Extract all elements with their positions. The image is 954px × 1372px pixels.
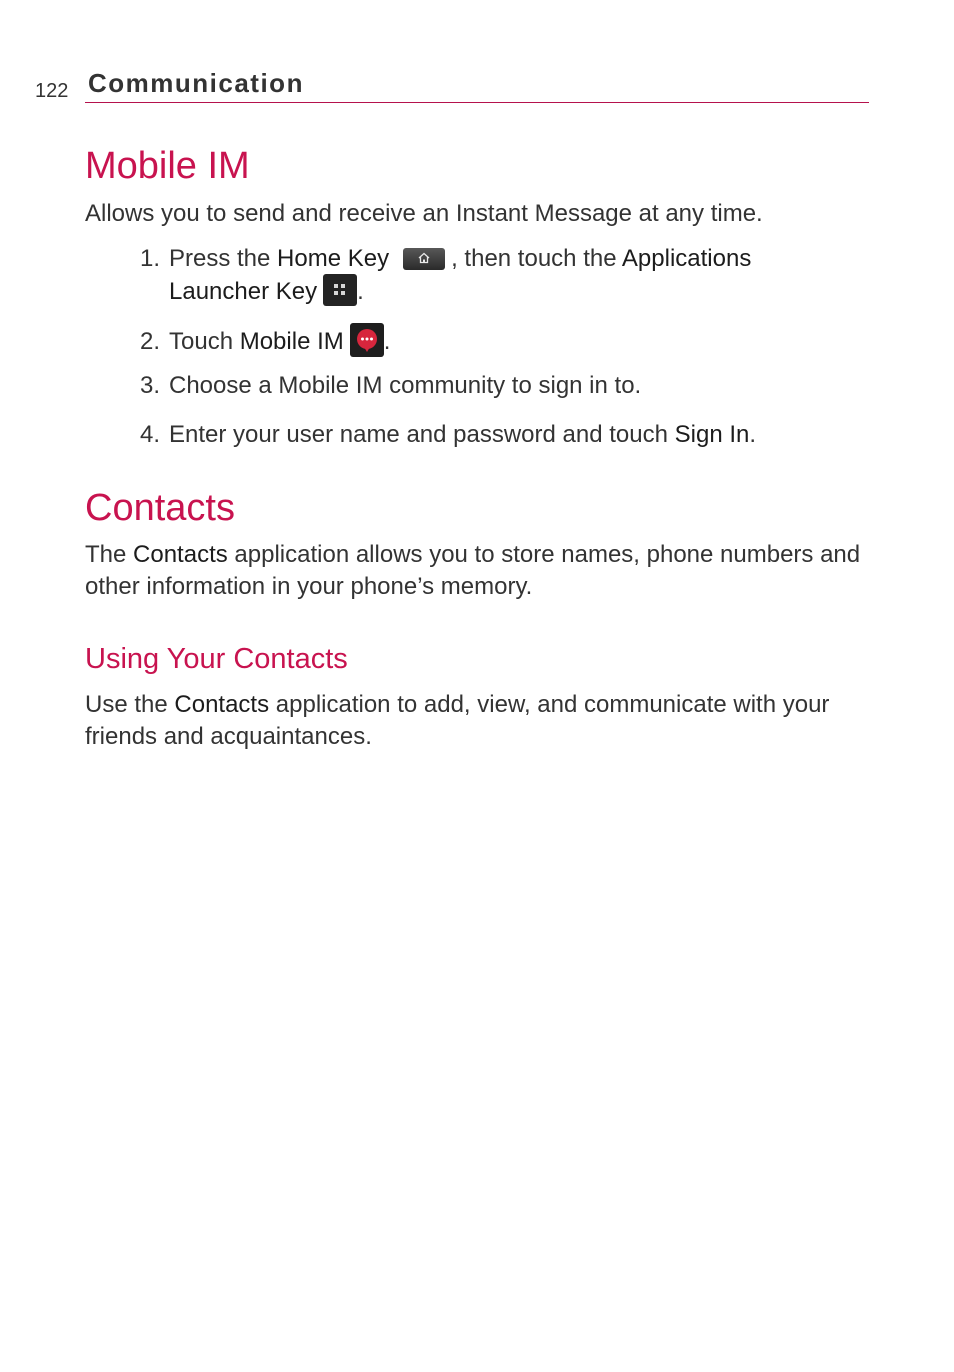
contacts-intro: [85, 539, 865, 603]
step-keyword: Applications: [621, 245, 752, 272]
step-number: 2.: [140, 328, 161, 355]
step-text: , then touch the: [451, 245, 622, 272]
step-text: .: [357, 278, 364, 305]
step-4: [140, 420, 840, 450]
step-2: [140, 323, 840, 357]
paragraph-text: application to add, view, and communicate with your friends and acquaintances.: [85, 691, 830, 750]
paragraph-text: The: [85, 541, 134, 568]
step-number: 4.: [140, 421, 161, 448]
header-rule: [85, 102, 869, 103]
step-text: Touch: [169, 328, 240, 355]
using-contacts-text: [85, 689, 865, 753]
home-key-icon: [403, 248, 445, 270]
paragraph-text: application allows you to store names, phone numbers and other information in your phone’s memory.: [85, 541, 861, 600]
applications-launcher-icon: [323, 274, 357, 306]
step-text: Press the: [169, 245, 278, 272]
step-text: .: [383, 328, 391, 355]
step-1: [140, 244, 840, 307]
paragraph-keyword: Contacts: [174, 691, 270, 718]
using-contacts-heading: Using Your Contacts: [85, 643, 348, 675]
step-text: Enter your user name and password and touch: [169, 421, 675, 448]
contacts-heading: Contacts: [85, 487, 235, 529]
paragraph-keyword: Contacts: [133, 541, 228, 568]
step-number: 1.: [140, 245, 161, 272]
step-3: [140, 371, 840, 401]
step-text: .: [749, 421, 757, 448]
section-name: Communication: [88, 68, 304, 98]
step-number: 3.: [140, 372, 161, 399]
step-keyword: Sign In: [674, 421, 750, 448]
step-keyword: Home Key: [277, 245, 390, 272]
mobile-im-icon: [350, 323, 384, 357]
step-text: Choose a Mobile IM community to sign in to.: [169, 372, 642, 399]
mobile-im-intro: Allows you to send and receive an Instant Message at any time.: [85, 200, 763, 227]
page-number: 122: [35, 80, 69, 102]
mobile-im-heading: Mobile IM: [85, 145, 250, 187]
paragraph-text: Use the: [85, 691, 175, 718]
page-header: [35, 68, 869, 104]
step-keyword: Launcher Key: [169, 278, 318, 305]
step-keyword: Mobile IM: [239, 328, 344, 355]
